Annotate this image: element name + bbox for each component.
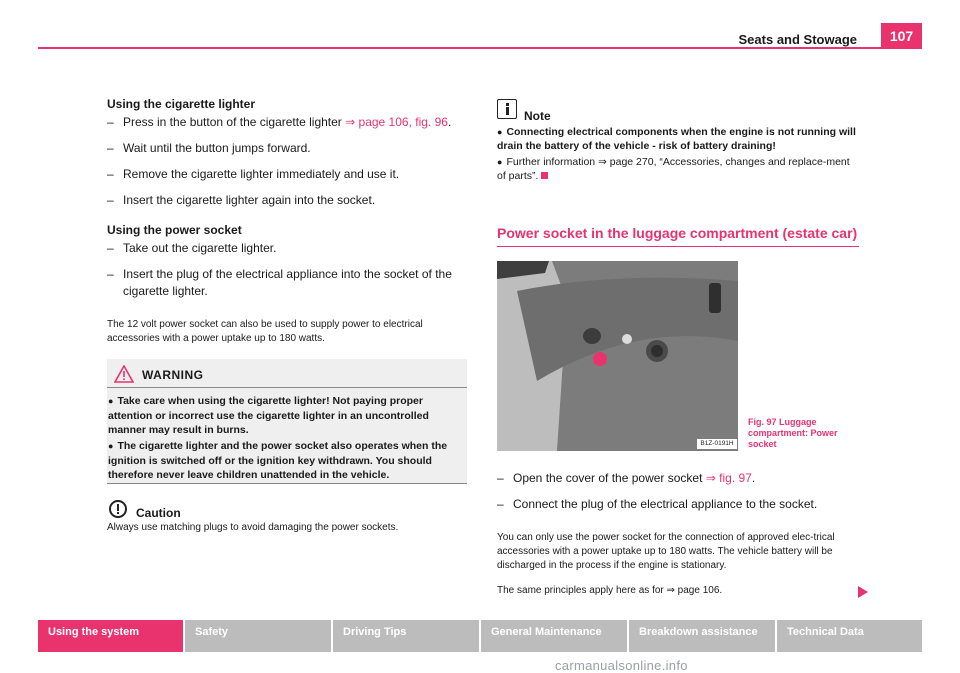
warning-header bbox=[107, 359, 467, 388]
warning-item: ● Take care when using the cigarette lighter! Not paying proper attention or incorrect use the cigarette lighter in an uncontrolled manner may result in burns. bbox=[108, 395, 429, 436]
step-insert: – Insert the cigarette lighter again into the socket. bbox=[107, 193, 376, 207]
warning-item: ● The cigarette lighter and the power socket also operates when the ignition is switched off or the ignition key withdrawn. You should therefore never leave children unattended in the vehicle. bbox=[108, 440, 448, 481]
header-rule bbox=[38, 47, 922, 49]
step-insert-plug: – Insert the plug of the electrical appliance into the socket of the cigarette lighter. bbox=[107, 267, 452, 298]
tab-breakdown-assistance[interactable]: Breakdown assistance bbox=[629, 620, 777, 652]
caution-title: Caution bbox=[136, 506, 181, 520]
section-title: Power socket in the luggage compartment (estate car) bbox=[497, 225, 858, 241]
step-connect-plug: – Connect the plug of the electrical appliance to the socket. bbox=[497, 497, 818, 511]
next-page-arrow-icon[interactable] bbox=[858, 586, 868, 598]
caution-text: Always use matching plugs to avoid damaging the power sockets. bbox=[107, 522, 399, 533]
page-header-title: Seats and Stowage bbox=[738, 32, 857, 47]
step-open-cover: – Open the cover of the power socket ⇒ fig. 97. bbox=[497, 471, 756, 485]
chapter-tabs bbox=[38, 620, 922, 652]
fig-97-link[interactable]: ⇒ fig. 97 bbox=[705, 471, 752, 485]
note-title: Note bbox=[524, 109, 551, 123]
watermark: carmanualsonline.info bbox=[555, 658, 688, 673]
note-item-battery: ● Connecting electrical components when the engine is not running will drain the battery of the vehicle - risk of battery draining! bbox=[497, 126, 856, 152]
figure-code: B1Z-0191H bbox=[700, 440, 734, 447]
step-take-out: – Take out the cigarette lighter. bbox=[107, 241, 277, 255]
tab-technical-data[interactable]: Technical Data bbox=[777, 620, 922, 652]
section-end-marker bbox=[541, 172, 548, 179]
warning-box bbox=[107, 359, 467, 484]
section-rule bbox=[497, 246, 859, 247]
tab-driving-tips[interactable]: Driving Tips bbox=[333, 620, 481, 652]
warning-triangle-icon bbox=[114, 365, 134, 383]
step-remove: – Remove the cigarette lighter immediately and use it. bbox=[107, 167, 400, 181]
tab-general-maintenance[interactable]: General Maintenance bbox=[481, 620, 629, 652]
socket-heading: Using the power socket bbox=[107, 223, 242, 237]
tab-safety[interactable]: Safety bbox=[185, 620, 333, 652]
info-icon bbox=[497, 99, 517, 119]
step-wait: – Wait until the button jumps forward. bbox=[107, 141, 311, 155]
note-item-further-info: ● Further information ⇒ page 270, “Accessories, changes and replace-ment of parts”. bbox=[497, 156, 850, 182]
same-principles-paragraph: The same principles apply here as for ⇒ page 106. bbox=[497, 585, 723, 596]
luggage-compartment-photo bbox=[497, 261, 738, 451]
figure-caption: Fig. 97 Luggage compartment: Power socket bbox=[748, 417, 838, 449]
page-106-link[interactable]: ⇒ page 106, fig. 96 bbox=[345, 115, 448, 129]
power-info-paragraph: You can only use the power socket for the connection of approved elec-trical accessories with a power uptake up to 180 watts. The vehicle battery will be discharged in the process if the engine is stationary. bbox=[497, 532, 835, 571]
lighter-heading: Using the cigarette lighter bbox=[107, 97, 256, 111]
info-paragraph: The 12 volt power socket can also be used to supply power to electrical accessories with a power uptake up to 180 watts. bbox=[107, 319, 423, 344]
tab-using-the-system[interactable]: Using the system bbox=[38, 620, 185, 652]
page-number: 107 bbox=[881, 23, 922, 48]
step-press-lighter: – Press in the button of the cigarette lighter ⇒ page 106, fig. 96. bbox=[107, 115, 452, 129]
caution-icon bbox=[109, 500, 127, 518]
warning-title: WARNING bbox=[142, 368, 204, 382]
